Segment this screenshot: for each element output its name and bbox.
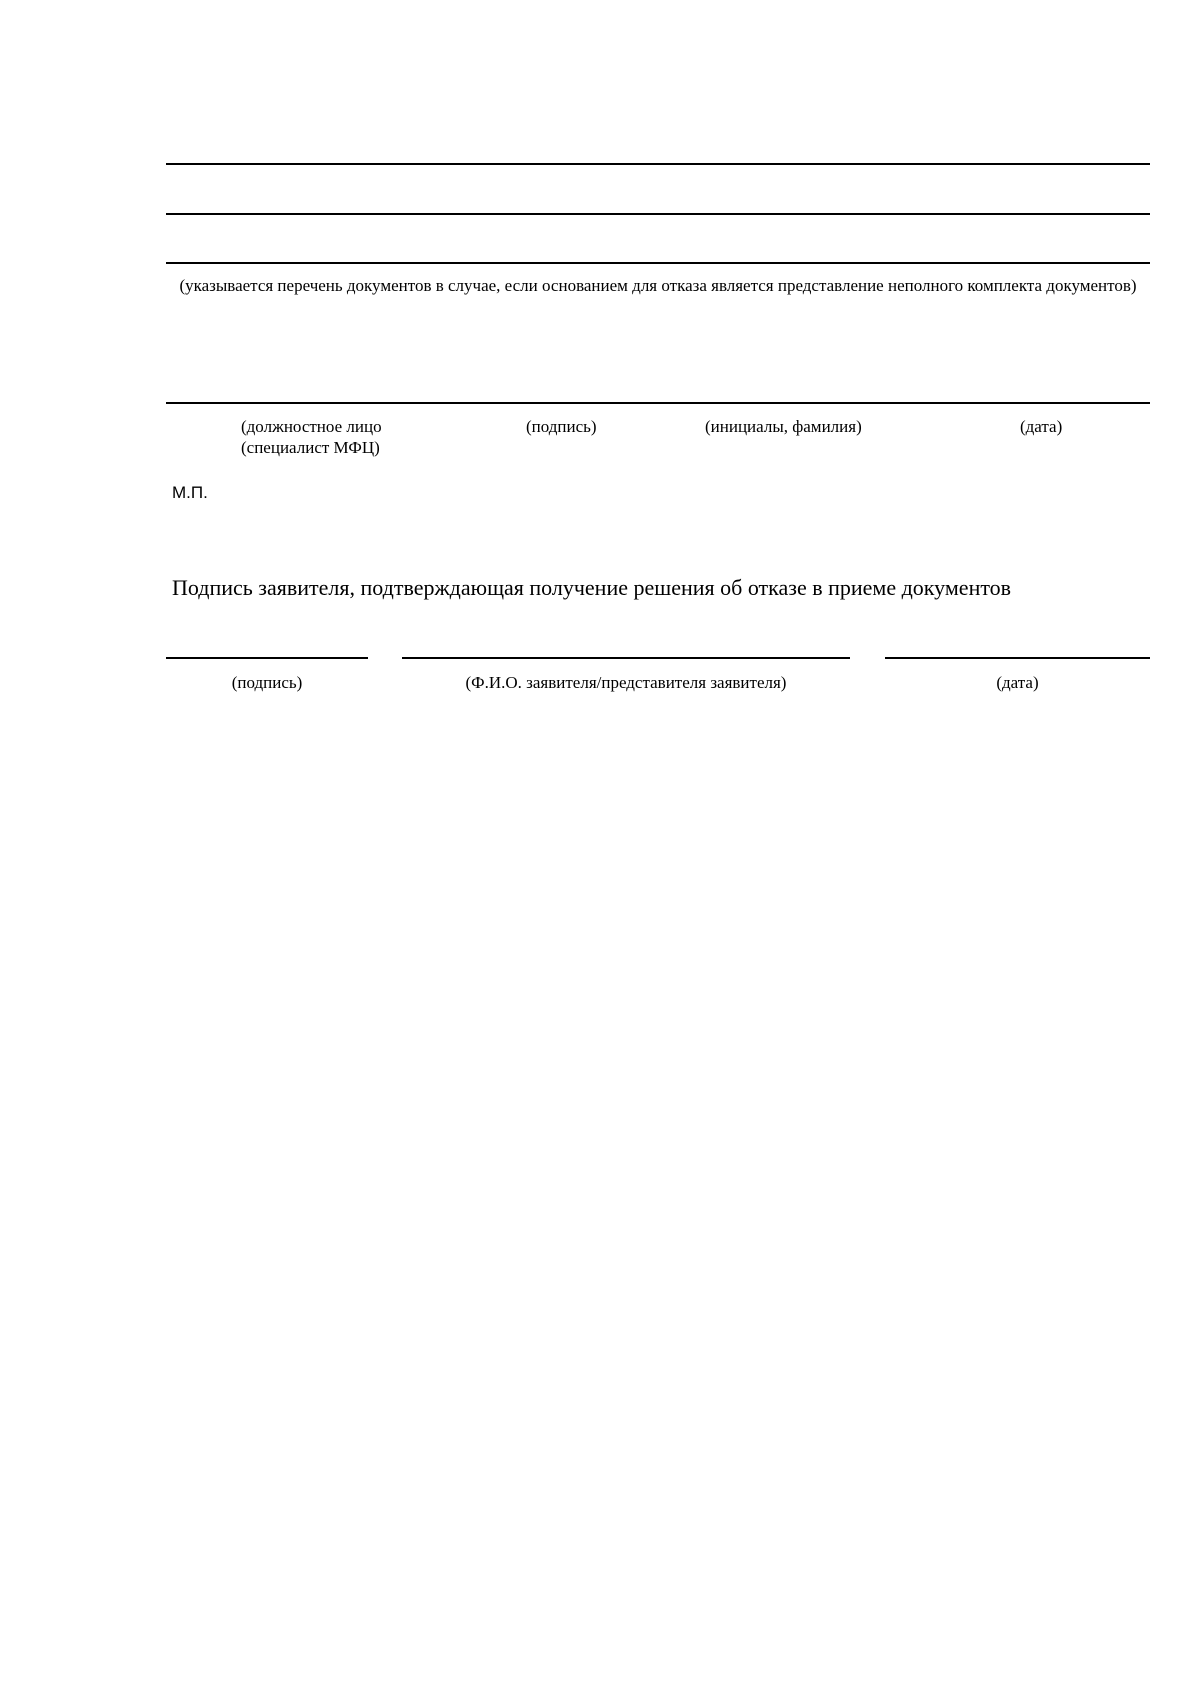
document-list-line-1 [166, 163, 1150, 165]
applicant-signature-label: (подпись) [231, 673, 303, 692]
official-position-label-line2: (специалист МФЦ) [241, 438, 380, 457]
applicant-date-label: (дата) [996, 673, 1039, 692]
official-position-label [241, 416, 382, 458]
official-signature-label: (подпись) [526, 417, 597, 436]
documents-list-note: (указывается перечень документов в случае, если основанием для отказа является представление неполного комплекта документов) [179, 276, 1137, 295]
document-list-line-2 [166, 213, 1150, 215]
official-position-label-line1: (должностное лицо [241, 417, 382, 436]
document-list-line-3 [166, 262, 1150, 264]
official-initials-label: (инициалы, фамилия) [705, 417, 862, 436]
applicant-statement: Подпись заявителя, подтверждающая получение решения об отказе в приеме документов [172, 575, 1012, 600]
stamp-place: М.П. [172, 483, 208, 502]
applicant-date-line [885, 657, 1150, 659]
official-date-label: (дата) [1020, 417, 1063, 436]
applicant-name-line [402, 657, 850, 659]
official-signature-line [166, 402, 1150, 404]
applicant-name-label: (Ф.И.О. заявителя/представителя заявителя) [465, 673, 787, 692]
applicant-signature-line [166, 657, 368, 659]
